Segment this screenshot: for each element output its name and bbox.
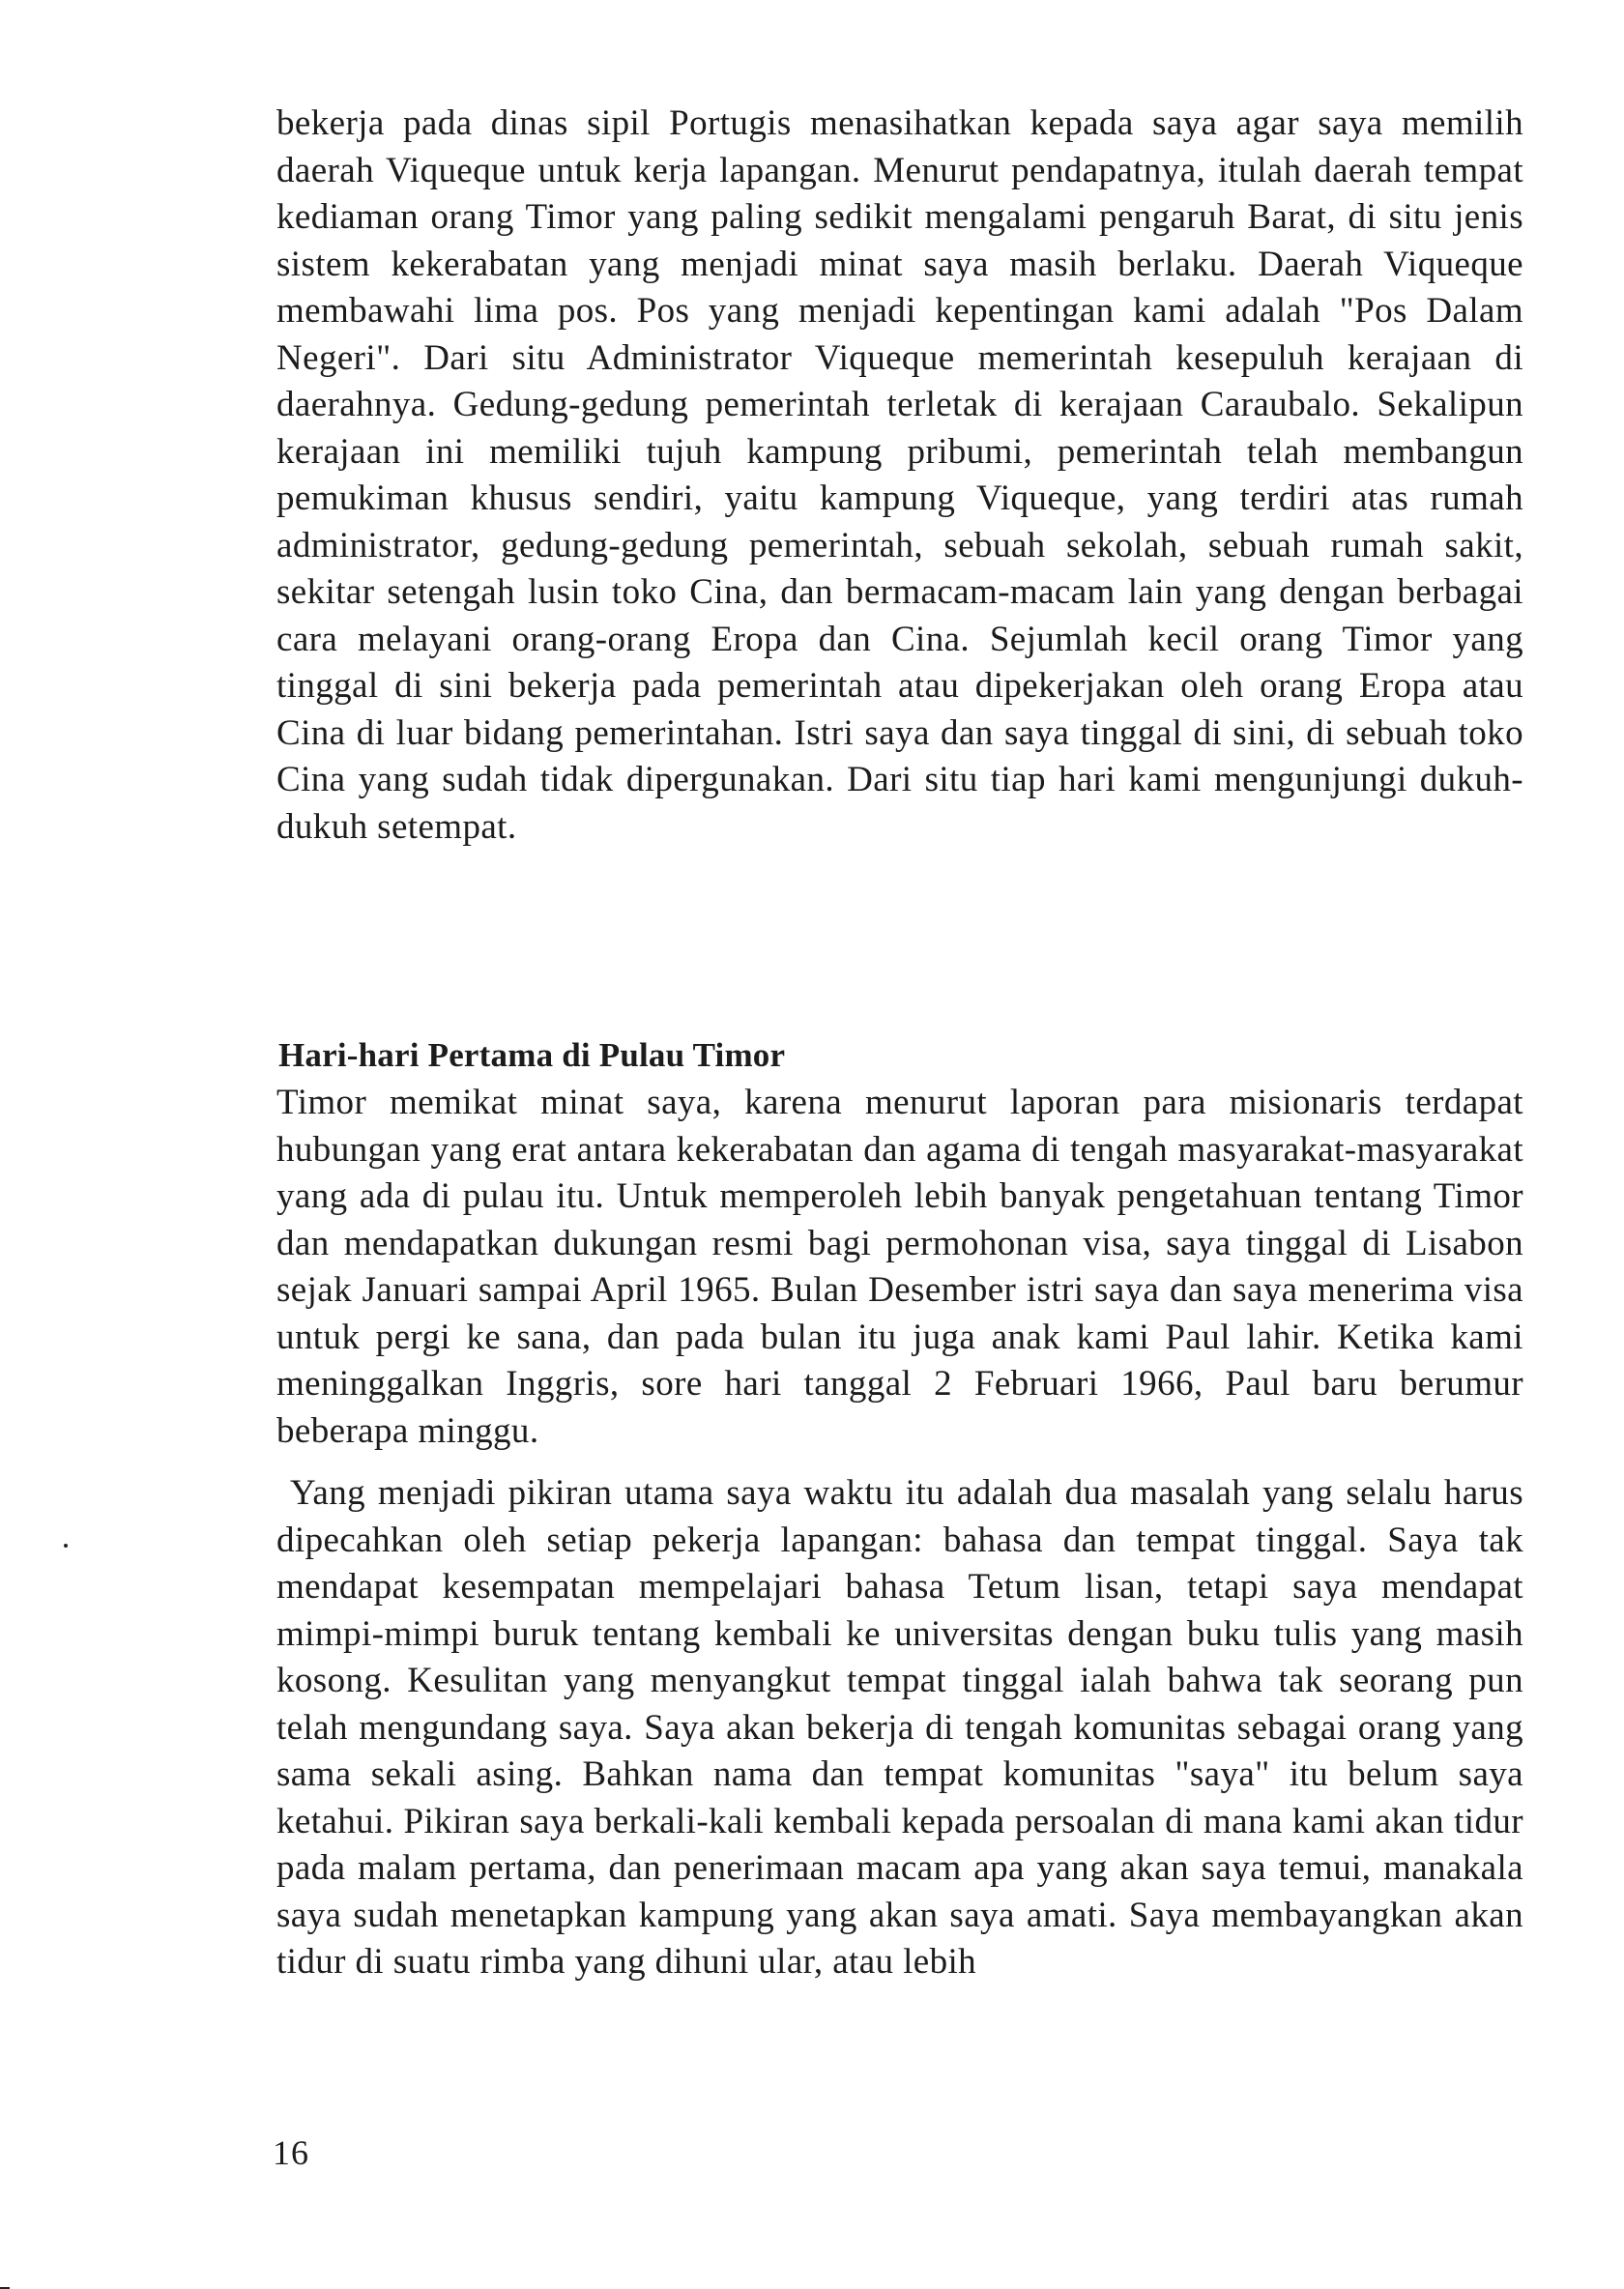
margin-speck <box>64 1544 68 1548</box>
section-body <box>276 1080 1523 1986</box>
page-number: 16 <box>273 2133 309 2172</box>
paragraph: Timor memikat minat saya, karena menurut laporan para misionaris terdapat hubungan yang erat antara kekerabatan dan agama di tengah masyarakat-masyarakat yang ada di pulau itu. Untuk memperoleh lebih banyak pengetahuan tentang Timor dan mendapatkan dukungan resmi bagi permohonan visa, saya tinggal di Lisabon sejak Januari sampai April 1965. Bulan Desember istri saya dan saya menerima visa untuk pergi ke sana, dan pada bulan itu juga anak kami Paul lahir. Ketika kami meninggalkan Inggris, sore hari tanggal 2 Februari 1966, Paul baru berumur beberapa minggu. <box>276 1083 1523 1451</box>
paragraph: bekerja pada dinas sipil Portugis menasihatkan kepada saya agar saya memilih daerah Viqueque untuk kerja lapangan. Menurut pendapatnya, itulah daerah tempat kediaman orang Timor yang paling sedikit mengalami pengaruh Barat, di situ jenis sistem kekerabatan yang menjadi minat saya masih berlaku. Daerah Viqueque membawahi lima pos. Pos yang menjadi kepentingan kami adalah "Pos Dalam Negeri". Dari situ Administrator Viqueque memerintah kesepuluh kerajaan di daerahnya. Gedung-gedung pemerintah terletak di kerajaan Caraubalo. Sekalipun kerajaan ini memiliki tujuh kampung pribumi, pemerintah telah membangun pemukiman khusus sendiri, yaitu kampung Viqueque, yang terdiri atas rumah administrator, gedung-gedung pemerintah, sebuah sekolah, sebuah rumah sakit, sekitar setengah lusin toko Cina, dan bermacam-macam lain yang dengan berbagai cara melayani orang-orang Eropa dan Cina. Sejumlah kecil orang Timor yang tinggal di sini bekerja pada pemerintah atau dipekerjakan oleh orang Eropa atau Cina di luar bidang pemerintahan. Istri saya dan saya tinggal di sini, di sebuah toko Cina yang sudah tidak dipergunakan. Dari situ tiap hari kami mengunjungi dukuh-dukuh setempat. <box>276 103 1523 847</box>
section-heading: Hari-hari Pertama di Pulau Timor <box>278 1036 786 1074</box>
paragraph: Yang menjadi pikiran utama saya waktu itu adalah dua masalah yang selalu harus dipecahkan oleh setiap pekerja lapangan: bahasa dan tempat tinggal. Saya tak mendapat kesempatan mempelajari bahasa Tetum lisan, tetapi saya mendapat mimpi-mimpi buruk tentang kembali ke universitas dengan buku tulis yang masih kosong. Kesulitan yang menyangkut tempat tinggal ialah bahwa tak seorang pun telah mengundang saya. Saya akan bekerja di tengah komunitas sebagai orang yang sama sekali asing. Bahkan nama dan tempat komunitas "saya" itu belum saya ketahui. Pikiran saya berkali-kali kembali kepada persoalan di mana kami akan tidur pada malam pertama, dan penerimaan macam apa yang akan saya temui, manakala saya sudah menetapkan kampung yang akan saya amati. Saya membayangkan akan tidur di suatu rimba yang dihuni ular, atau lebih <box>276 1473 1523 1982</box>
continued-paragraph <box>276 101 1523 851</box>
